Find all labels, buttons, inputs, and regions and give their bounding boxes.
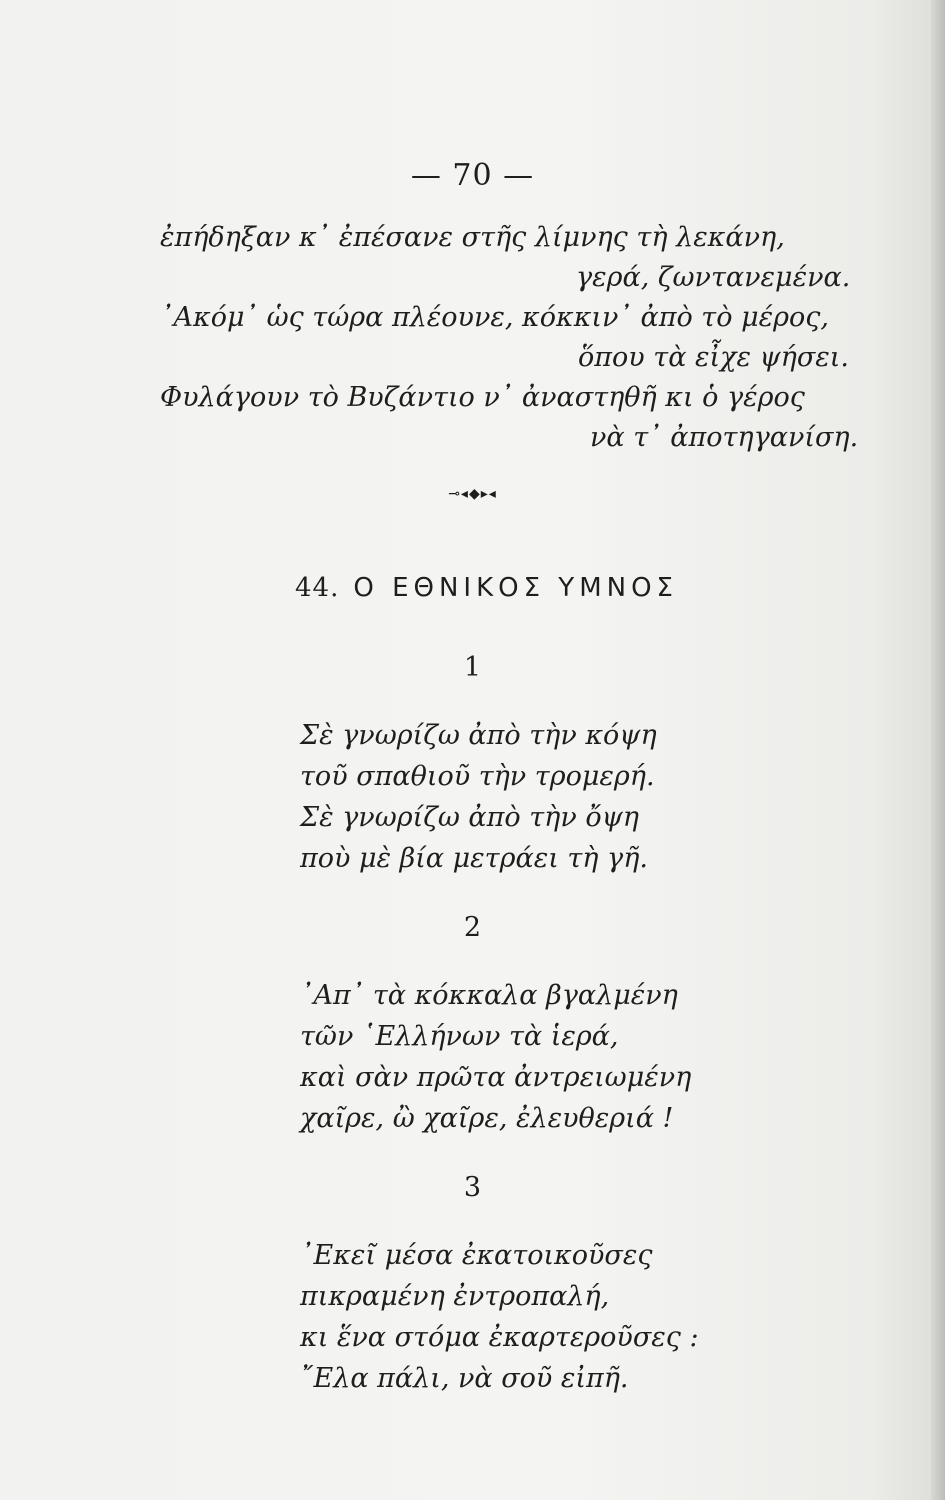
prev-poem-line: Φυλάγουν τὸ Βυζάντιο ν᾽ ἀναστηθῆ κι ὁ γέρος [160,382,805,413]
poem-title [295,573,678,603]
stanza-line: τοῦ σπαθιοῦ τὴν τρομερή. [300,761,655,792]
stanza-line: χαῖρε, ὢ χαῖρε, ἐλευθεριά ! [300,1103,674,1134]
stanza-line: Σὲ γνωρίζω ἀπὸ τὴν κόψη [300,720,657,751]
section-ornament: ⊸◂◆▸◂ [448,486,497,502]
page-edge-shadow [931,0,945,1500]
page-number: — 70 — [410,158,535,193]
stanza-line: ῎Ελα πάλι, νὰ σοῦ εἰπῆ. [300,1363,629,1394]
prev-poem-line: ᾽Ακόμ᾽ ὡς τώρα πλέουνε, κόκκιν᾽ ἀπὸ τὸ μέρος, [160,302,829,333]
prev-poem-line: νὰ τ᾽ ἀποτηγανίση. [590,422,859,453]
prev-poem-line: γερά, ζωντανεμένα. [576,262,851,293]
stanza-number: 2 [463,912,482,943]
poem-title-text: Ο ΕΘΝΙΚΟΣ ΥΜΝΟΣ [353,573,678,603]
poem-number: 44. [295,573,340,603]
stanza-line: κι ἕνα στόμα ἐκαρτεροῦσες : [300,1322,699,1353]
stanza-line: τῶν ῾Ελλήνων τὰ ἱερά, [300,1021,619,1052]
stanza-line: πικραμένη ἐντροπαλή, [300,1281,610,1312]
prev-poem-line: ἐπήδηξαν κ᾽ ἐπέσανε στῆς λίμνης τὴ λεκάνη, [160,222,785,253]
stanza-line: ποὺ μὲ βία μετράει τὴ γῆ. [300,843,648,874]
stanza-number: 1 [463,652,482,683]
stanza-line: ᾽Εκεῖ μέσα ἐκατοικοῦσες [300,1240,653,1271]
stanza-line: ᾽Απ᾽ τὰ κόκκαλα βγαλμένη [300,980,678,1011]
stanza-number: 3 [463,1172,482,1203]
stanza-line: καὶ σὰν πρῶτα ἀντρειωμένη [300,1062,692,1093]
stanza-line: Σὲ γνωρίζω ἀπὸ τὴν ὄψη [300,802,639,833]
prev-poem-line: ὅπου τὰ εἶχε ψήσει. [578,342,849,373]
